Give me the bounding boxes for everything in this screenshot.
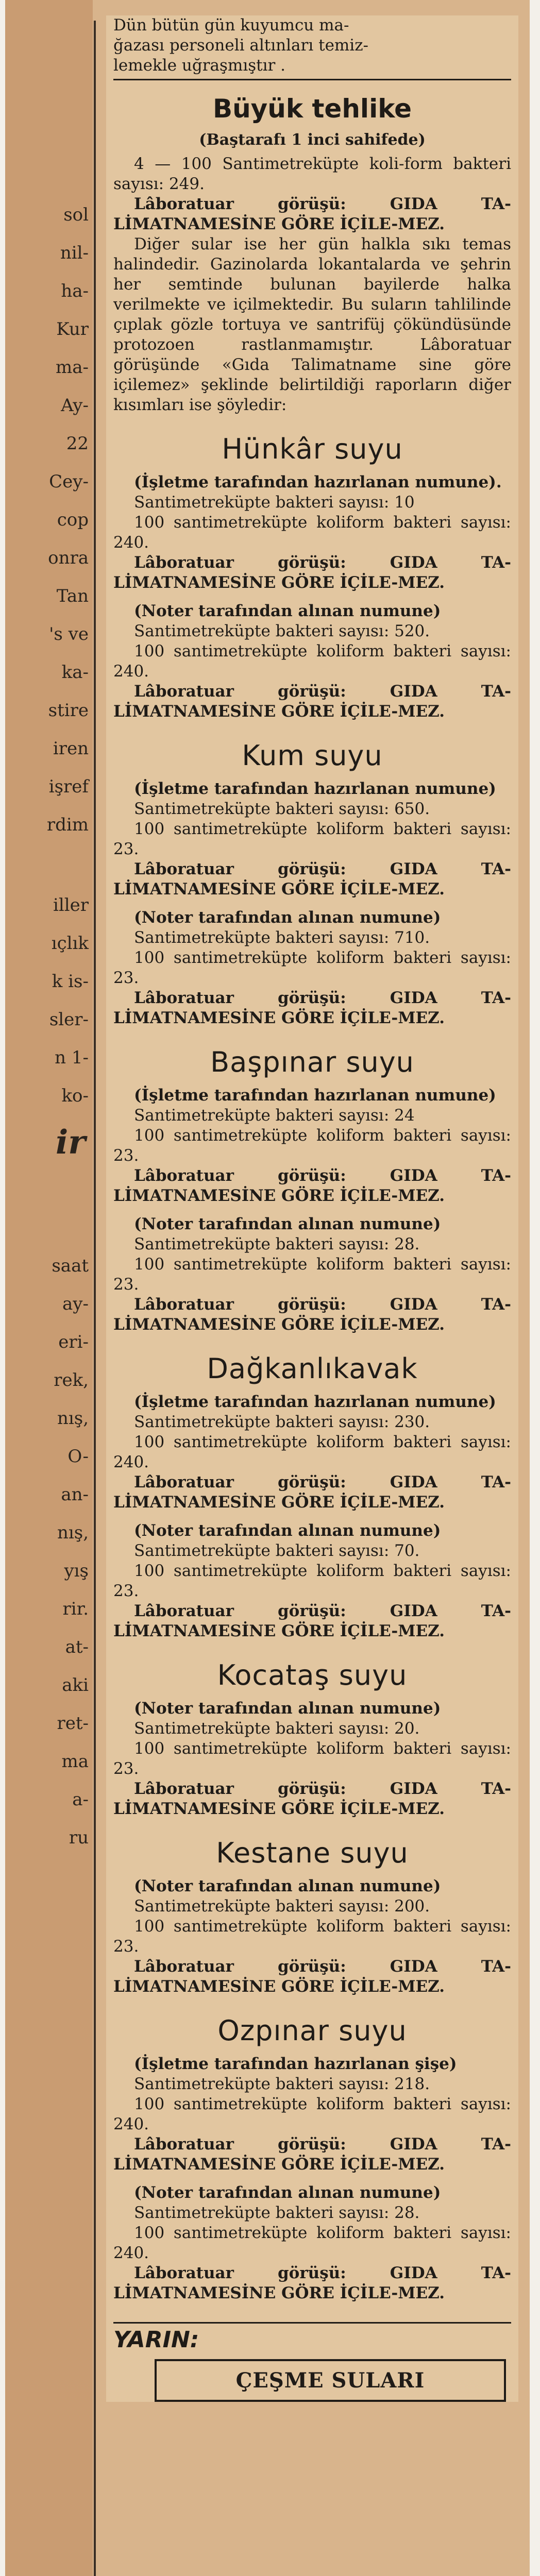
sample-header: (İşletme tarafından hazırlanan numune): [134, 779, 496, 798]
fragment-line: sol: [63, 205, 89, 225]
coliform-count: 100 santimetreküpte koliform bakteri sayısı: 240.: [113, 1433, 511, 1471]
fragment-line: nil-: [60, 243, 89, 263]
fragment-line: Cey-: [49, 471, 89, 492]
divider: [113, 79, 511, 80]
subhead: (Baştarafı 1 inci sahifede): [199, 131, 426, 149]
water-sections: [113, 433, 511, 2303]
fragment-line: eri-: [58, 1332, 89, 1352]
fragment-line: sler-: [49, 1009, 89, 1030]
sample-entry: [113, 1086, 511, 1206]
sample-entry: [113, 1214, 511, 1335]
sample-entry: [113, 1521, 511, 1641]
fragment-line: Tan: [56, 586, 89, 606]
fragment-line: ret-: [57, 1713, 89, 1734]
sample-header: (Noter tarafından alınan numune): [134, 1699, 441, 1718]
sample-header: (Noter tarafından alınan numune): [134, 2183, 441, 2202]
column-rule: [94, 21, 96, 2576]
bacteria-count: Santimetreküpte bakteri sayısı: 200.: [134, 1897, 430, 1916]
sample-entry: [113, 601, 511, 722]
intro-line: Dün bütün gün kuyumcu ma-: [113, 16, 349, 35]
fragment-line: ru: [69, 1827, 89, 1848]
bacteria-count: Santimetreküpte bakteri sayısı: 70.: [134, 1541, 420, 1560]
sample-entry: [113, 2054, 511, 2175]
lab-verdict: Lâboratuar görüşü: GIDA TA-LİMATNAMESİNE GÖRE İÇİLE-MEZ.: [113, 2264, 511, 2302]
fragment-line: ko-: [61, 1086, 89, 1106]
bacteria-count: Santimetreküpte bakteri sayısı: 650.: [134, 800, 430, 818]
sample-header: (İşletme tarafından hazırlanan numune): [134, 1086, 496, 1105]
fragment-line: O-: [68, 1446, 89, 1467]
headline: Büyük tehlike: [212, 94, 412, 124]
fragment-line: 22: [66, 433, 89, 454]
newspaper-clipping: [5, 0, 530, 2576]
tomorrow-label: YARIN:: [113, 2327, 199, 2353]
sample-header: (Noter tarafından alınan numune): [134, 602, 441, 620]
fragment-big: ir: [55, 1123, 86, 1162]
sample-entry: [113, 1876, 511, 1997]
bacteria-count: Santimetreküpte bakteri sayısı: 218.: [134, 2075, 430, 2093]
fragment-line: 's ve: [49, 624, 89, 645]
intro-line: ğazası personeli altınları temiz-: [113, 36, 369, 55]
sample-header: (İşletme tarafından hazırlanan şişe): [134, 2055, 457, 2073]
sample-header: (Noter tarafından alınan numune): [134, 1521, 441, 1540]
lab-verdict: Lâboratuar görüşü: GIDA TA-LİMATNAMESİNE GÖRE İÇİLE-MEZ.: [113, 2135, 511, 2174]
fragment-line: ma: [61, 1751, 89, 1772]
fragment-line: ma-: [56, 357, 89, 378]
lab-verdict: Lâboratuar görüşü: GIDA TA-LİMATNAMESİNE GÖRE İÇİLE-MEZ.: [113, 1295, 511, 1334]
sample-header: (İşletme tarafından hazırlanan numune).: [134, 473, 502, 492]
coliform-count: 100 santimetreküpte koliform bakteri sayısı: 240.: [113, 642, 511, 681]
fragment-line: an-: [61, 1484, 89, 1505]
fragment-line: onra: [48, 548, 89, 568]
coliform-count: 100 santimetreküpte koliform bakteri sayısı: 23.: [113, 1126, 511, 1165]
fragment-line: ay-: [62, 1294, 89, 1314]
section-title: Başpınar suyu: [210, 1046, 414, 1078]
coliform-count: 100 santimetreküpte koliform bakteri sayısı: 23.: [113, 948, 511, 987]
coliform-count: 100 santimetreküpte koliform bakteri sayısı: 23.: [113, 1917, 511, 1956]
coliform-count: 100 santimetreküpte koliform bakteri sayısı: 240.: [113, 2095, 511, 2133]
lead-paragraph: Lâboratuar görüşü: GIDA TA-LİMATNAMESİNE GÖRE İÇİLE-MEZ.: [113, 195, 511, 233]
fragment-line: ha-: [61, 281, 89, 301]
intro-line: lemekle uğraşmıştır .: [113, 56, 286, 75]
sample-header: (Noter tarafından alınan numune): [134, 1215, 441, 1233]
fragment-line: n 1-: [55, 1047, 89, 1068]
fragment-line: saat: [52, 1256, 89, 1276]
section-title: Kocataş suyu: [217, 1659, 408, 1691]
sample-header: (İşletme tarafından hazırlanan numune): [134, 1393, 496, 1411]
fragment-line: cop: [57, 510, 89, 530]
fragment-line: yış: [64, 1561, 89, 1581]
intro-text: [113, 15, 511, 76]
fragment-line: aki: [62, 1675, 89, 1696]
lab-verdict: Lâboratuar görüşü: GIDA TA-LİMATNAMESİNE GÖRE İÇİLE-MEZ.: [113, 989, 511, 1027]
section-title: Hünkâr suyu: [222, 433, 403, 465]
fragment-line: ıçlık: [51, 933, 89, 954]
fragment-line: Kur: [56, 319, 89, 340]
lab-verdict: Lâboratuar görüşü: GIDA TA-LİMATNAMESİNE GÖRE İÇİLE-MEZ.: [113, 1166, 511, 1205]
lab-verdict: Lâboratuar görüşü: GIDA TA-LİMATNAMESİNE GÖRE İÇİLE-MEZ.: [113, 1473, 511, 1512]
fragment-line: Ay-: [61, 395, 89, 416]
section-title: Kum suyu: [242, 739, 383, 772]
coliform-count: 100 santimetreküpte koliform bakteri sayısı: 240.: [113, 513, 511, 552]
sample-entry: [113, 1392, 511, 1513]
bacteria-count: Santimetreküpte bakteri sayısı: 230.: [134, 1413, 430, 1431]
coliform-count: 100 santimetreküpte koliform bakteri sayısı: 23.: [113, 1562, 511, 1600]
divider: [113, 2322, 511, 2324]
fragment-line: işref: [48, 776, 89, 797]
section-title: Kestane suyu: [216, 1837, 409, 1869]
lead-paragraph: 4 — 100 Santimetreküpte koli-form bakteri sayısı: 249.: [113, 155, 511, 193]
bacteria-count: Santimetreküpte bakteri sayısı: 520.: [134, 622, 430, 640]
section-title: Ozpınar suyu: [217, 2014, 407, 2047]
lab-verdict: Lâboratuar görüşü: GIDA TA-LİMATNAMESİNE GÖRE İÇİLE-MEZ.: [113, 1602, 511, 1640]
sample-entry: [113, 1699, 511, 1819]
bacteria-count: Santimetreküpte bakteri sayısı: 710.: [134, 928, 430, 947]
fragment-line: ka-: [61, 662, 89, 683]
lead-paragraph: Diğer sular ise her gün halkla sıkı temas halindedir. Gazinolarda lokantalarda ve şehrin her semtinde bulunan bayilerde halka verilmekte ve içilmektedir. Bu suların tahlilinde çıplak gözle tortuya ve santrifüj çökündüsünde protozoen rastlanmamıştır. Lâboratuar görüşünde «Gıda Talimatname sine göre içilemez» şeklinde belirtildiği raporların diğer kısımları ise şöyledir:: [113, 235, 511, 414]
fragment-line: stire: [48, 700, 89, 721]
coliform-count: 100 santimetreküpte koliform bakteri sayısı: 240.: [113, 2224, 511, 2262]
bacteria-count: Santimetreküpte bakteri sayısı: 24: [134, 1106, 415, 1125]
fragment-line: k is-: [52, 971, 89, 992]
next-topic-box: ÇEŞME SULARI: [155, 2359, 506, 2402]
adjacent-column-fragment: [5, 0, 93, 2576]
coliform-count: 100 santimetreküpte koliform bakteri sayısı: 23.: [113, 820, 511, 858]
fragment-line: rir.: [62, 1599, 89, 1619]
fragment-line: rek,: [54, 1370, 89, 1391]
fragment-line: at-: [65, 1637, 89, 1657]
lab-verdict: Lâboratuar görüşü: GIDA TA-LİMATNAMESİNE GÖRE İÇİLE-MEZ.: [113, 553, 511, 592]
sample-entry: [113, 779, 511, 900]
lab-verdict: Lâboratuar görüşü: GIDA TA-LİMATNAMESİNE GÖRE İÇİLE-MEZ.: [113, 682, 511, 721]
lab-verdict: Lâboratuar görüşü: GIDA TA-LİMATNAMESİNE GÖRE İÇİLE-MEZ.: [113, 860, 511, 899]
coliform-count: 100 santimetreküpte koliform bakteri sayısı: 23.: [113, 1739, 511, 1778]
fragment-line: iren: [53, 738, 89, 759]
fragment-line: a-: [72, 1789, 89, 1810]
sample-entry: [113, 2183, 511, 2303]
fragment-line: nış,: [57, 1522, 89, 1543]
bacteria-count: Santimetreküpte bakteri sayısı: 20.: [134, 1719, 420, 1738]
sample-header: (Noter tarafından alınan numune): [134, 1877, 441, 1895]
coliform-count: 100 santimetreküpte koliform bakteri sayısı: 23.: [113, 1255, 511, 1294]
bacteria-count: Santimetreküpte bakteri sayısı: 28.: [134, 1235, 420, 1253]
lead-paragraphs: [113, 154, 511, 415]
bacteria-count: Santimetreküpte bakteri sayısı: 28.: [134, 2204, 420, 2222]
lab-verdict: Lâboratuar görüşü: GIDA TA-LİMATNAMESİNE GÖRE İÇİLE-MEZ.: [113, 1780, 511, 1818]
sample-header: (Noter tarafından alınan numune): [134, 908, 441, 927]
sample-entry: [113, 908, 511, 1028]
lab-verdict: Lâboratuar görüşü: GIDA TA-LİMATNAMESİNE GÖRE İÇİLE-MEZ.: [113, 1957, 511, 1996]
fragment-line: iller: [53, 895, 89, 916]
fragment-line: nış,: [57, 1408, 89, 1429]
section-title: Dağkanlıkavak: [207, 1352, 418, 1385]
fragment-line: rdim: [46, 815, 89, 835]
footer: [113, 2316, 511, 2402]
article: [106, 15, 518, 2402]
sample-entry: [113, 472, 511, 593]
bacteria-count: Santimetreküpte bakteri sayısı: 10: [134, 493, 415, 512]
